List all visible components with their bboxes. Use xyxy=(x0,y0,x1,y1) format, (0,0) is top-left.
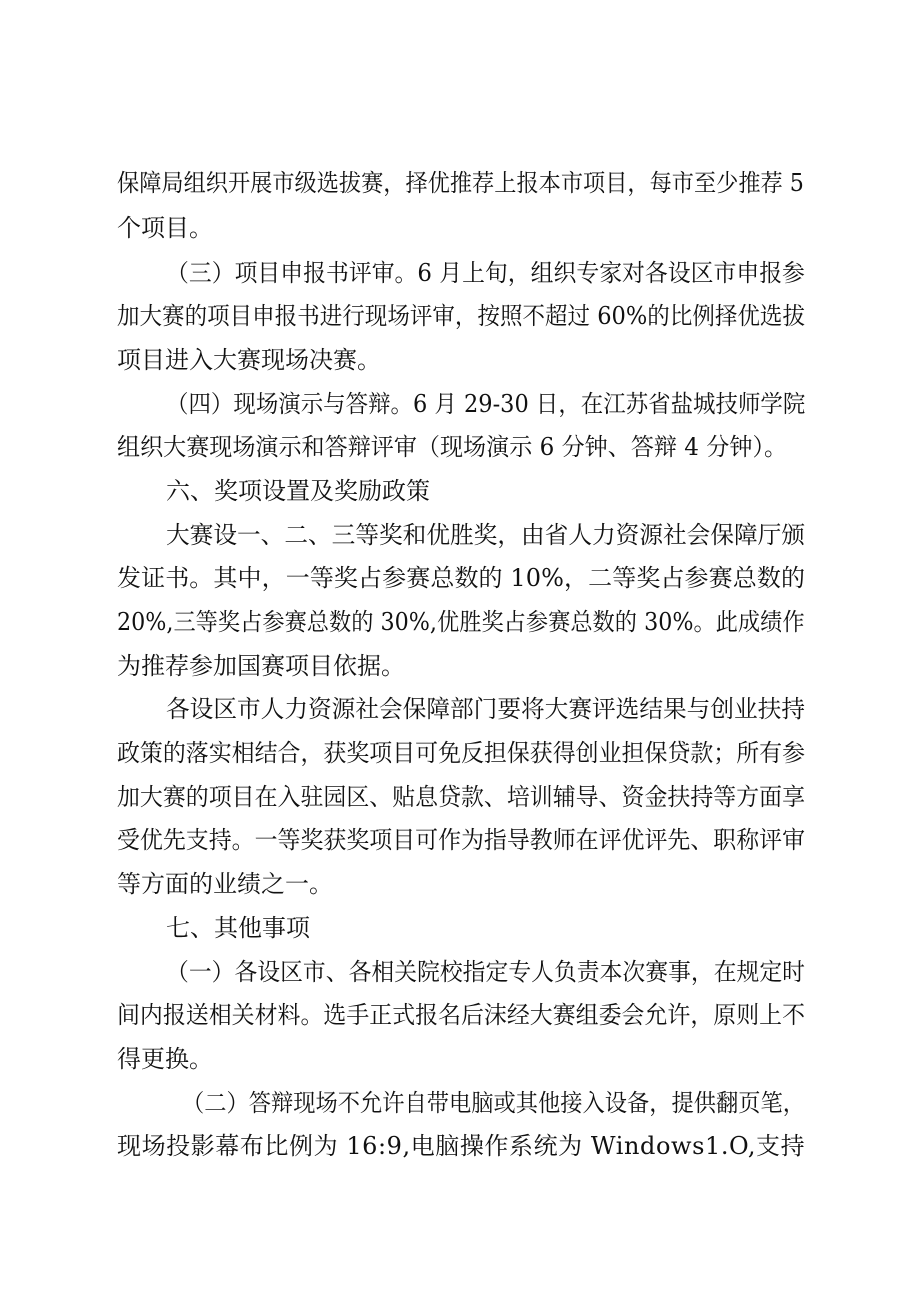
body-line: 得更换。 xyxy=(117,1045,213,1073)
body-line: 间内报送相关材料。选手正式报名后沫经大赛组委会允许，原则上不 xyxy=(117,1001,805,1029)
body-line: 个项目。 xyxy=(117,214,213,242)
body-line: 现场投影幕布比例为 16:9,电脑操作系统为 Windows1.O,支持 xyxy=(117,1132,806,1160)
body-line: 加大赛的项目申报书进行现场评审，按照不超过 60%的比例择优选拔 xyxy=(117,302,805,330)
body-line: 政策的落实相结合，获奖项目可免反担保获得创业担保贷款；所有参 xyxy=(117,739,805,767)
body-line: 为推荐参加国赛项目依据。 xyxy=(117,652,405,680)
body-line: 发证书。其中，一等奖占参赛总数的 10%，二等奖占参赛总数的 xyxy=(117,564,806,592)
body-line: （四）现场演示与答辩。6 月 29-30 日，在江苏省盐城技师学院 xyxy=(166,390,806,418)
body-line: 保障局组织开展市级选拔赛，择优推荐上报本市项目，每市至少推荐 5 xyxy=(117,169,804,197)
body-line: 等方面的业绩之一。 xyxy=(117,870,333,898)
body-line: 20%,三等奖占参赛总数的 30%,优胜奖占参赛总数的 30%。此成绩作 xyxy=(117,608,805,636)
body-line: 大赛设一、二、三等奖和优胜奖，由省人力资源社会保障厅颁 xyxy=(166,521,805,549)
body-line: 项目进入大赛现场决赛。 xyxy=(117,346,381,374)
body-line: （三）项目申报书评审。6 月上旬，组织专家对各设区市申报参 xyxy=(166,259,805,287)
body-line: （一）各设区市、各相关院校指定专人负责本次赛事，在规定时 xyxy=(166,958,805,986)
body-line: 加大赛的项目在入驻园区、贴息贷款、培训辅导、资金扶持等方面享 xyxy=(117,783,805,811)
body-line: 各设区市人力资源社会保障部门要将大赛评选结果与创业扶持 xyxy=(166,695,805,723)
body-line: （二）答辩现场不允许自带电脑或其他接入设备，提供翻页笔， xyxy=(182,1089,805,1117)
section-heading: 七、其他事项 xyxy=(166,914,310,942)
body-line: 受优先支持。一等奖获奖项目可作为指导教师在评优评先、职称评审 xyxy=(117,826,805,854)
section-heading: 六、奖项设置及奖励政策 xyxy=(166,477,430,505)
body-line: 组织大赛现场演示和答辩评审（现场演示 6 分钟、答辩 4 分钟）。 xyxy=(117,433,788,461)
